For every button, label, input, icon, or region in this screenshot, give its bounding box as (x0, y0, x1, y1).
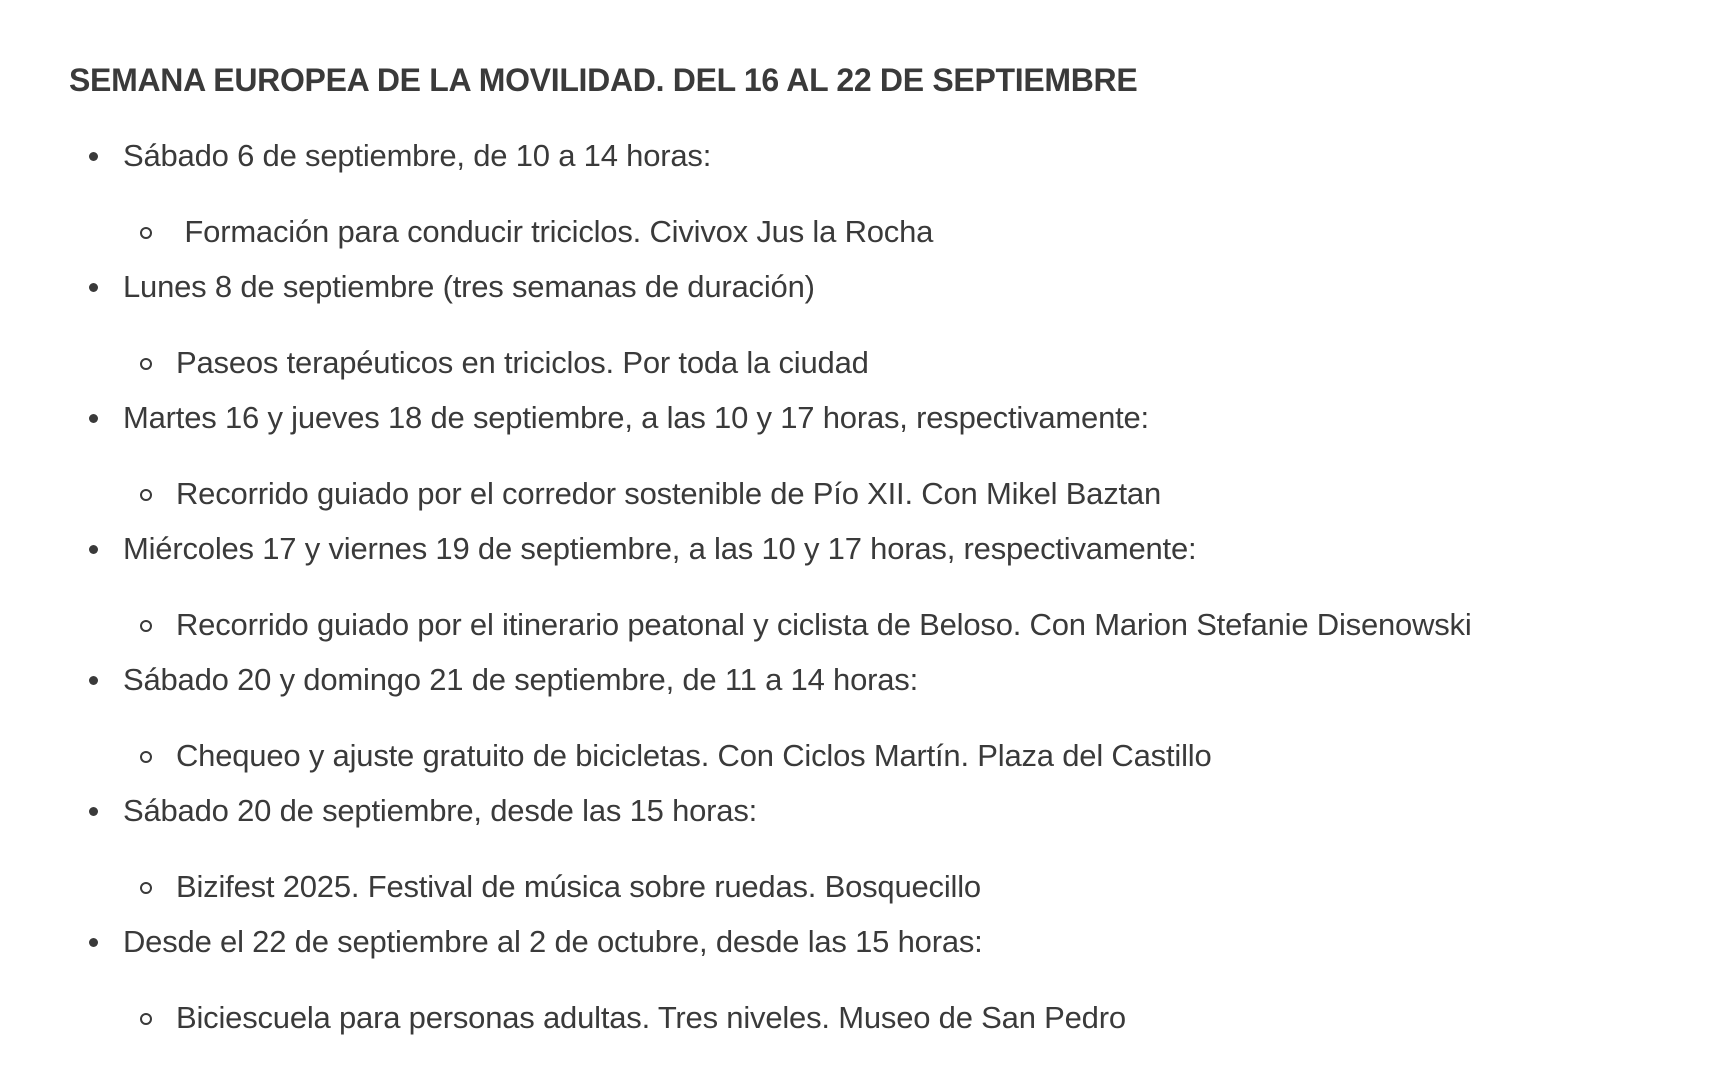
page-title: SEMANA EUROPEA DE LA MOVILIDAD. DEL 16 AL 22 DE SEPTIEMBRE (69, 62, 1138, 98)
event-activity-item (69, 210, 933, 254)
event-activity-text: Formación para conducir triciclos. Civivox Jus la Rocha (176, 214, 934, 249)
event-activity-item (69, 996, 1126, 1040)
event-activity-item (69, 603, 1472, 647)
event-item (69, 396, 1149, 440)
event-date-text: Sábado 20 de septiembre, desde las 15 horas: (123, 793, 758, 828)
event-activity (69, 210, 933, 254)
event-item (69, 920, 983, 964)
bullet-dot-icon (89, 152, 98, 161)
event-activity (69, 865, 981, 909)
event-date (69, 265, 815, 309)
bullet-dot-icon (89, 545, 98, 554)
event-date (69, 134, 711, 178)
event-activity (69, 996, 1126, 1040)
bullet-circle-icon (140, 358, 152, 370)
bullet-circle-icon (140, 227, 152, 239)
event-date-text: Desde el 22 de septiembre al 2 de octubre, desde las 15 horas: (123, 924, 983, 959)
event-activity-text: Bizifest 2025. Festival de música sobre ruedas. Bosquecillo (176, 869, 981, 904)
event-date (69, 658, 918, 702)
event-date-text: Sábado 20 y domingo 21 de septiembre, de 11 a 14 horas: (123, 662, 918, 697)
event-activity-text: Recorrido guiado por el corredor sostenible de Pío XII. Con Mikel Baztan (176, 476, 1162, 511)
event-activity-text: Paseos terapéuticos en triciclos. Por toda la ciudad (176, 345, 869, 380)
event-item (69, 134, 711, 178)
event-date (69, 527, 1196, 571)
bullet-circle-icon (140, 620, 152, 632)
event-activity-text: Recorrido guiado por el itinerario peatonal y ciclista de Beloso. Con Marion Stefanie Disenowski (176, 607, 1472, 642)
event-item (69, 789, 757, 833)
event-activity-text: Chequeo y ajuste gratuito de bicicletas. Con Ciclos Martín. Plaza del Castillo (176, 738, 1212, 773)
bullet-dot-icon (89, 283, 98, 292)
event-item (69, 527, 1196, 571)
event-date-text: Lunes 8 de septiembre (tres semanas de duración) (123, 269, 815, 304)
bullet-dot-icon (89, 938, 98, 947)
event-date-text: Sábado 6 de septiembre, de 10 a 14 horas: (123, 138, 712, 173)
bullet-circle-icon (140, 489, 152, 501)
event-activity (69, 603, 1472, 647)
event-activity (69, 734, 1211, 778)
event-activity-item (69, 472, 1161, 516)
event-item (69, 658, 918, 702)
event-activity-text: Biciescuela para personas adultas. Tres niveles. Museo de San Pedro (176, 1000, 1126, 1035)
bullet-circle-icon (140, 751, 152, 763)
event-date (69, 396, 1149, 440)
event-date (69, 789, 757, 833)
bullet-dot-icon (89, 414, 98, 423)
event-activity-item (69, 341, 869, 385)
bullet-dot-icon (89, 807, 98, 816)
bullet-dot-icon (89, 676, 98, 685)
bullet-circle-icon (140, 1013, 152, 1025)
event-date (69, 920, 983, 964)
event-date-text: Miércoles 17 y viernes 19 de septiembre, a las 10 y 17 horas, respectivamente: (123, 531, 1197, 566)
event-activity (69, 341, 869, 385)
event-activity-item (69, 865, 981, 909)
event-activity-item (69, 734, 1211, 778)
event-date-text: Martes 16 y jueves 18 de septiembre, a las 10 y 17 horas, respectivamente: (123, 400, 1149, 435)
event-activity (69, 472, 1161, 516)
event-item (69, 265, 815, 309)
bullet-circle-icon (140, 882, 152, 894)
